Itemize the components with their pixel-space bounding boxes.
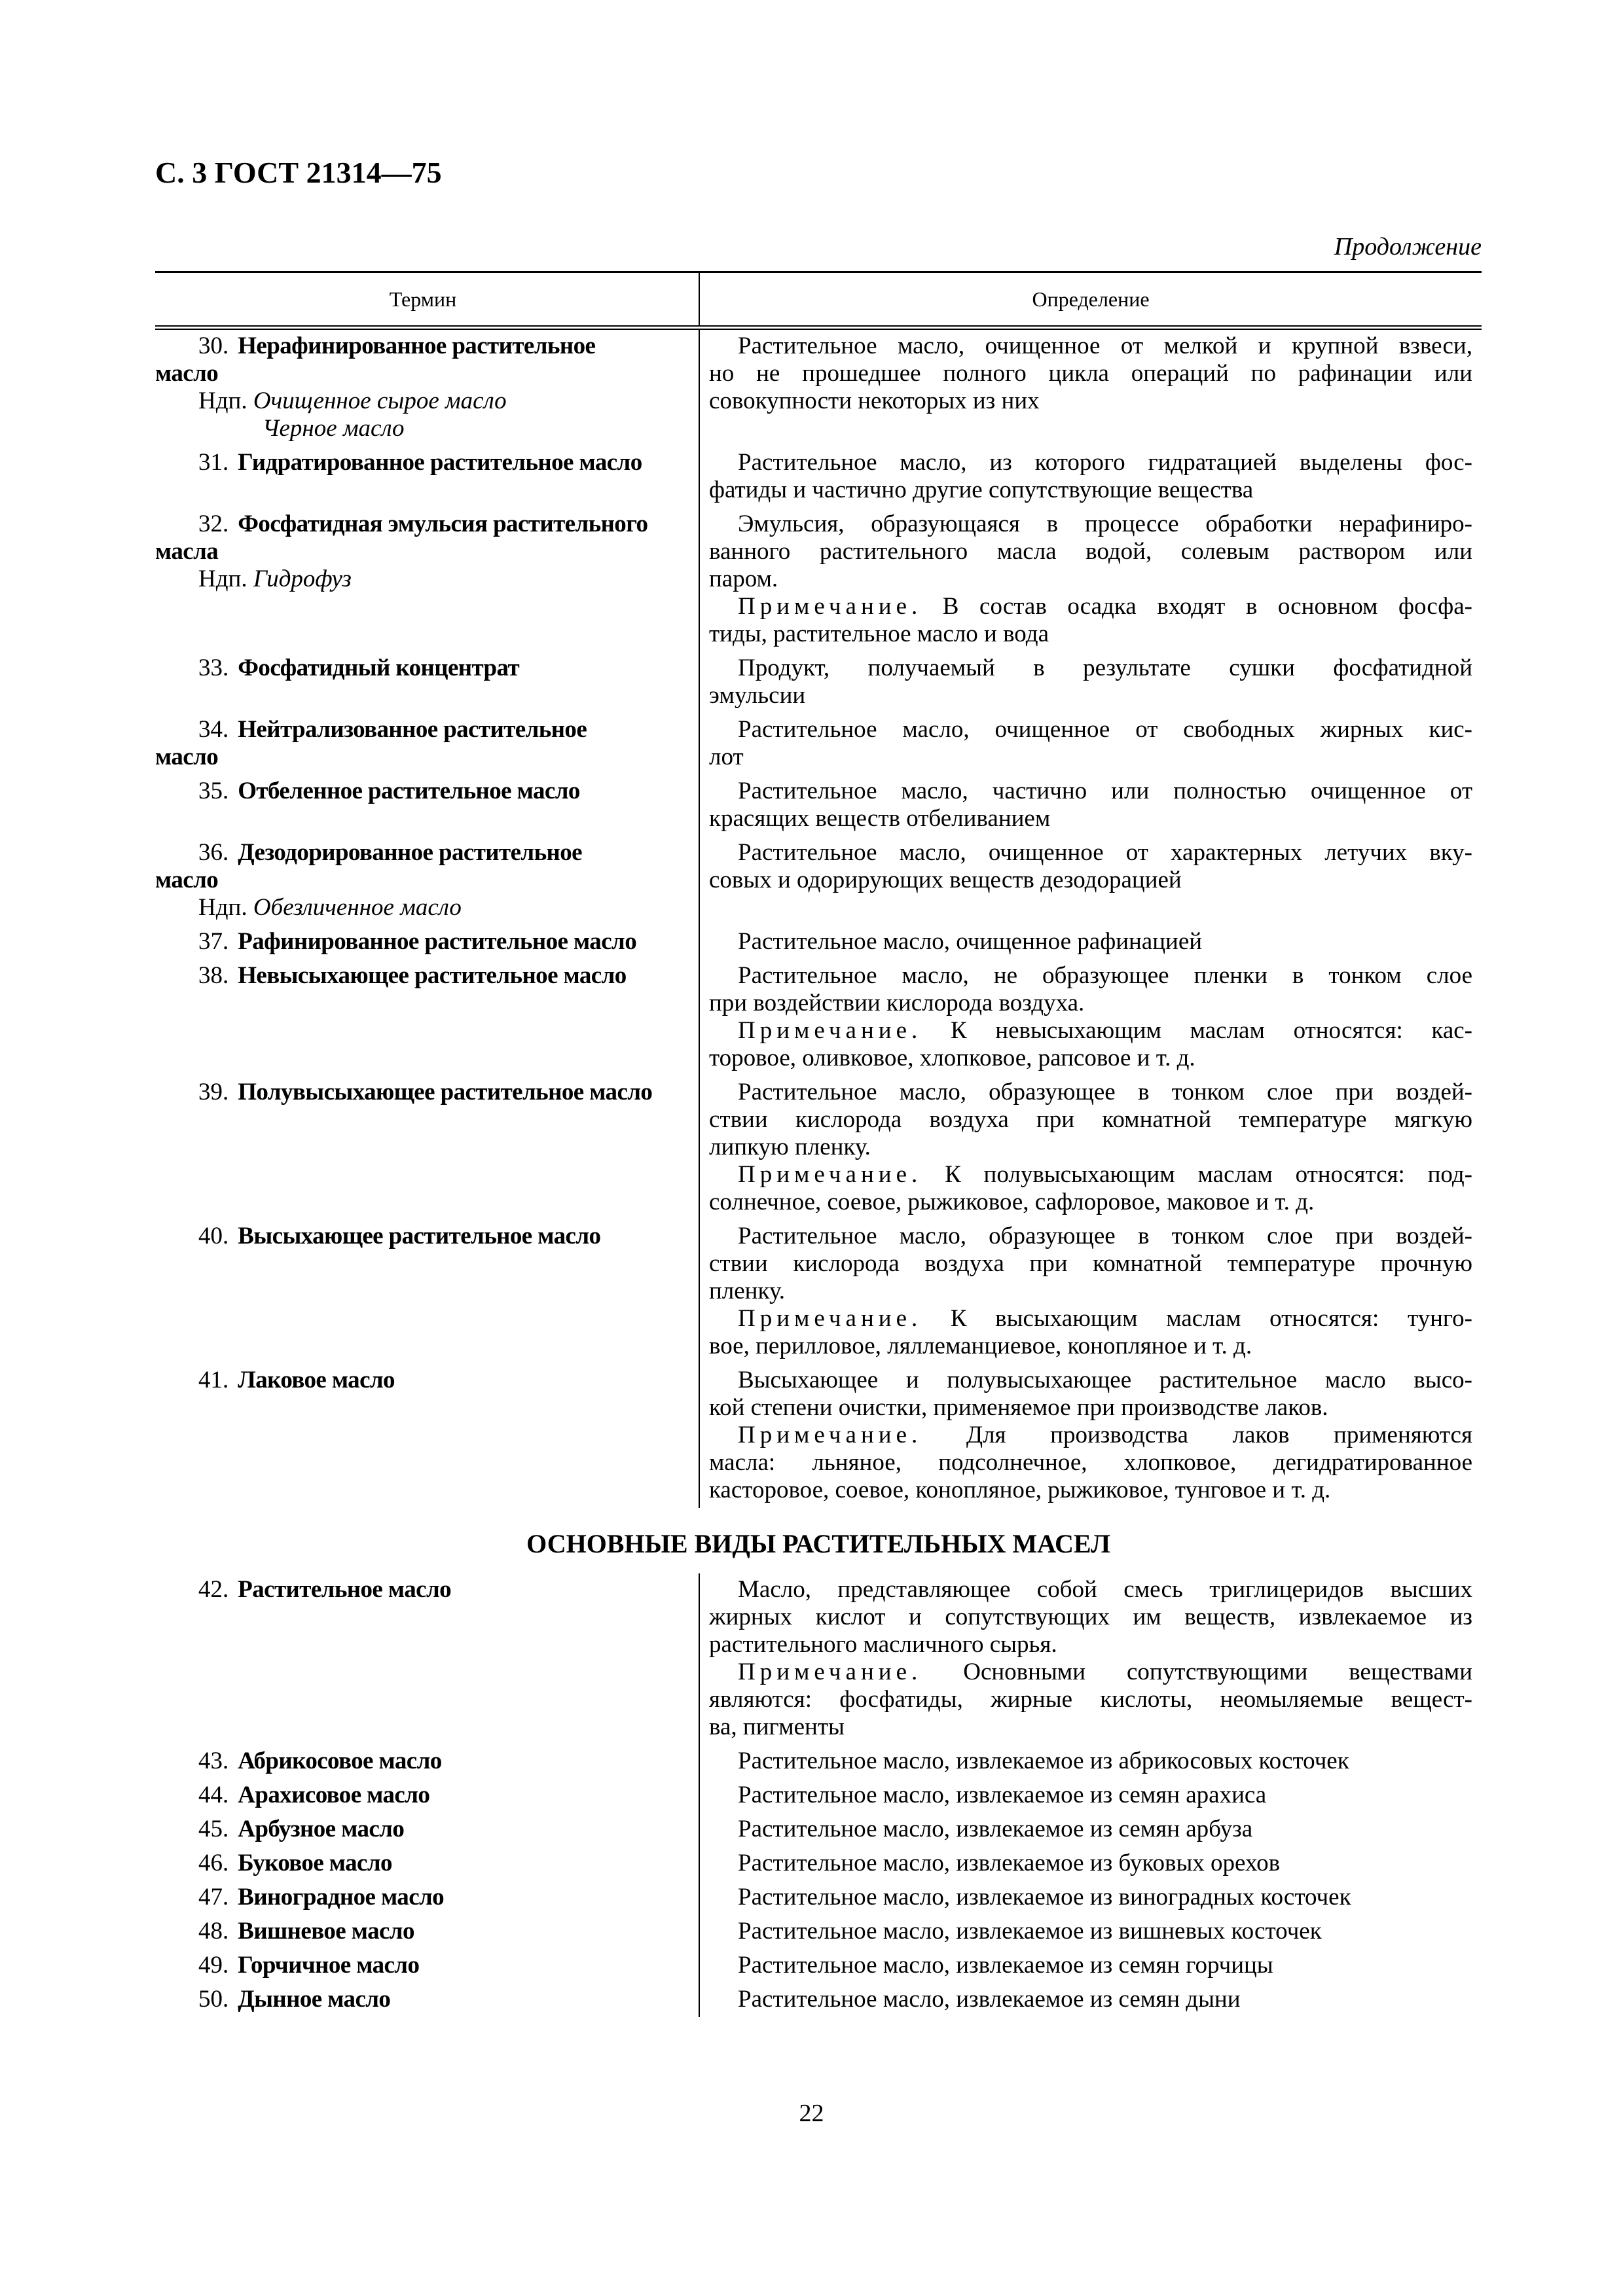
definition-cell <box>699 508 1482 652</box>
definition-line <box>709 1884 1472 1911</box>
term-number: 30. <box>198 332 229 359</box>
table-row <box>155 508 1482 652</box>
definition-paragraph <box>709 1367 1472 1422</box>
term-line <box>155 1782 691 1809</box>
definition-paragraph <box>709 1223 1472 1305</box>
definition-text: ствии кислорода воздуха при комнатной температуре мягкую <box>709 1106 1472 1133</box>
term-number: 33. <box>198 655 229 681</box>
definition-text: Продукт, получаемый в результате сушки фосфатидной <box>738 655 1472 681</box>
definition-line <box>709 1333 1472 1360</box>
definition-line <box>709 476 1472 504</box>
term-text: Высыхающее растительное масло <box>238 1223 601 1249</box>
definition-cell <box>699 1847 1482 1881</box>
term-line <box>155 449 691 476</box>
definition-paragraph <box>709 1850 1472 1877</box>
definition-paragraph <box>709 1576 1472 1659</box>
term-cell <box>155 713 699 775</box>
definition-line <box>709 1079 1472 1106</box>
definition-text: Растительное масло, извлекаемое из буковых орехов <box>738 1850 1281 1876</box>
definition-paragraph <box>709 1884 1472 1911</box>
term-cell <box>155 1915 699 1949</box>
definition-cell <box>699 1573 1482 1745</box>
term-cell <box>155 1364 699 1508</box>
definition-text: Растительное масло, извлекаемое из семян горчицы <box>738 1952 1273 1979</box>
table-row <box>155 1813 1482 1847</box>
definition-line <box>709 511 1472 538</box>
term-cell <box>155 1076 699 1220</box>
definition-text: Растительное масло, не образующее пленки в тонком слое <box>738 962 1472 989</box>
definition-line <box>709 565 1472 593</box>
definition-text: вое, перилловое, ляллеманциевое, конопляное и т. д. <box>709 1333 1252 1359</box>
definition-line <box>709 1250 1472 1278</box>
definition-line <box>709 1782 1472 1809</box>
table-row <box>155 1745 1482 1779</box>
term-number: 36. <box>198 839 229 866</box>
term-cell <box>155 1949 699 1983</box>
definition-line <box>709 620 1472 648</box>
term-cell <box>155 1983 699 2017</box>
definition-text: солнечное, соевое, рыжиковое, сафлоровое, маковое и т. д. <box>709 1189 1315 1215</box>
definition-text: Растительное масло, извлекаемое из виноградных косточек <box>738 1884 1351 1910</box>
term-text: Нерафинированное растительное <box>238 332 596 359</box>
definition-text: Растительное масло, извлекаемое из вишневых косточек <box>738 1918 1322 1945</box>
definition-cell <box>699 1779 1482 1813</box>
definition-text: масла: льняное, подсолнечное, хлопковое, дегидратированное <box>709 1449 1472 1476</box>
definition-line <box>709 387 1472 415</box>
term-text: Фосфатидный концентрат <box>238 655 520 681</box>
term-line <box>155 511 691 538</box>
page-title: С. 3 ГОСТ 21314—75 <box>155 156 442 189</box>
table-row <box>155 925 1482 960</box>
definition-line <box>709 360 1472 387</box>
table-row <box>155 1983 1482 2017</box>
definition-text: Основными сопутствующими веществами <box>963 1659 1472 1685</box>
term-cell <box>155 1573 699 1745</box>
term-line <box>155 839 691 867</box>
term-number: 39. <box>198 1079 229 1105</box>
term-line <box>155 1816 691 1843</box>
definition-line <box>709 1952 1472 1979</box>
deprecated-term <box>155 415 691 442</box>
definition-line <box>709 1189 1472 1216</box>
definition-text: пленку. <box>709 1278 785 1304</box>
note-label: Примечание. <box>738 1017 922 1044</box>
term-number: 42. <box>198 1576 229 1603</box>
term-text: Арахисовое масло <box>238 1782 430 1808</box>
section-heading: ОСНОВНЫЕ ВИДЫ РАСТИТЕЛЬНЫХ МАСЕЛ <box>526 1529 1110 1558</box>
definition-line <box>709 538 1472 565</box>
note-paragraph <box>709 1017 1472 1072</box>
definition-line <box>709 962 1472 990</box>
definition-cell <box>699 1745 1482 1779</box>
term-number: 41. <box>198 1367 229 1393</box>
definition-line <box>709 744 1472 771</box>
term-number: 31. <box>198 449 229 476</box>
term-line <box>155 1223 691 1250</box>
table-row <box>155 1779 1482 1813</box>
table-row <box>155 713 1482 775</box>
ndp-label: Ндп. <box>198 565 247 592</box>
definition-cell <box>699 1949 1482 1983</box>
page-body <box>155 271 1482 2017</box>
definition-line <box>709 593 1472 620</box>
definition-text: К невысыхающим маслам относятся: кас- <box>950 1017 1473 1044</box>
term-text: масло <box>155 360 219 387</box>
definition-paragraph <box>709 511 1472 593</box>
definition-paragraph <box>709 716 1472 771</box>
definition-paragraph <box>709 839 1472 894</box>
ndp-label: Ндп. <box>198 387 247 414</box>
term-line <box>155 1850 691 1877</box>
definition-cell <box>699 775 1482 836</box>
table-row <box>155 652 1482 713</box>
definition-cell <box>699 1983 1482 2017</box>
table-row <box>155 775 1482 836</box>
term-text: Вишневое масло <box>238 1918 414 1945</box>
table-row <box>155 1847 1482 1881</box>
definition-line <box>709 1604 1472 1631</box>
deprecated-term-text: Очищенное сырое масло <box>253 387 507 414</box>
definition-line <box>709 1850 1472 1877</box>
term-cell <box>155 330 699 446</box>
definition-line <box>709 839 1472 867</box>
definition-line <box>709 1161 1472 1189</box>
definition-line <box>709 1748 1472 1775</box>
definition-cell <box>699 330 1482 446</box>
term-text: Абрикосовое масло <box>238 1748 442 1774</box>
term-line <box>155 962 691 990</box>
definition-paragraph <box>709 1918 1472 1945</box>
definition-line <box>709 716 1472 744</box>
definition-line <box>709 1223 1472 1250</box>
term-cell <box>155 775 699 836</box>
definition-line <box>709 1918 1472 1945</box>
definition-cell <box>699 960 1482 1076</box>
definition-text: но не прошедшее полного цикла операций по рафинации или <box>709 360 1472 387</box>
column-header-term: Термин <box>389 287 457 311</box>
term-line <box>155 538 691 565</box>
note-label: Примечание. <box>738 1422 922 1448</box>
terms-table <box>155 271 1482 1508</box>
definition-line <box>709 805 1472 833</box>
term-line <box>155 867 691 894</box>
definition-line <box>709 682 1472 709</box>
definition-cell <box>699 1364 1482 1508</box>
definition-paragraph <box>709 1748 1472 1775</box>
term-cell <box>155 446 699 508</box>
term-line <box>155 744 691 771</box>
definition-text: эмульсии <box>709 682 806 709</box>
term-text: Буковое масло <box>238 1850 392 1876</box>
definition-paragraph <box>709 1782 1472 1809</box>
definition-text: ва, пигменты <box>709 1713 845 1740</box>
definition-text: паром. <box>709 565 778 592</box>
term-cell <box>155 1220 699 1364</box>
definition-text: Растительное масло, из которого гидратацией выделены фос- <box>738 449 1472 476</box>
definition-text: красящих веществ отбеливанием <box>709 805 1051 832</box>
term-cell <box>155 652 699 713</box>
definition-text: В состав осадка входят в основном фосфа- <box>942 593 1472 620</box>
definition-line <box>709 1045 1472 1072</box>
table-row <box>155 1364 1482 1508</box>
term-line <box>155 1748 691 1775</box>
definition-line <box>709 1367 1472 1394</box>
term-number: 48. <box>198 1918 229 1945</box>
term-cell <box>155 1745 699 1779</box>
definition-text: Растительное масло, очищенное от мелкой и крупной взвеси, <box>738 332 1472 359</box>
term-text: масло <box>155 744 219 770</box>
definition-line <box>709 1422 1472 1449</box>
term-text: Лаковое масло <box>238 1367 395 1393</box>
definition-line <box>709 1713 1472 1741</box>
definition-line <box>709 1305 1472 1333</box>
definition-text: ванного растительного масла водой, солевым раствором или <box>709 538 1472 565</box>
term-line <box>155 1884 691 1911</box>
term-text: Горчичное масло <box>238 1952 420 1979</box>
table-row <box>155 330 1482 446</box>
definition-text: Масло, представляющее собой смесь триглицеридов высших <box>738 1576 1472 1603</box>
table-row <box>155 446 1482 508</box>
definition-text: торовое, оливковое, хлопковое, рапсовое и т. д. <box>709 1045 1195 1071</box>
term-number: 37. <box>198 928 229 955</box>
term-cell <box>155 1881 699 1915</box>
definition-text: Растительное масло, очищенное рафинацией <box>738 928 1203 955</box>
definition-text: ствии кислорода воздуха при комнатной температуре прочную <box>709 1250 1472 1277</box>
definition-text: являются: фосфатиды, жирные кислоты, неомыляемые вещест- <box>709 1686 1472 1713</box>
note-label: Примечание. <box>738 1161 922 1188</box>
page-number: 22 <box>799 2100 824 2127</box>
definition-line <box>709 1278 1472 1305</box>
definition-line <box>709 1394 1472 1422</box>
continued-label: Продолжение <box>1334 233 1482 260</box>
note-paragraph <box>709 1422 1472 1504</box>
deprecated-term-text: Черное масло <box>263 415 405 442</box>
definition-line <box>709 1106 1472 1134</box>
term-cell <box>155 1813 699 1847</box>
definition-text: К высыхающим маслам относятся: тунго- <box>950 1305 1472 1332</box>
definition-line <box>709 1449 1472 1477</box>
term-line <box>155 332 691 360</box>
definition-text: кой степени очистки, применяемое при производстве лаков. <box>709 1394 1328 1421</box>
definition-line <box>709 1986 1472 2013</box>
definition-line <box>709 449 1472 476</box>
definition-text: Растительное масло, извлекаемое из семян арбуза <box>738 1816 1253 1842</box>
definition-text: Растительное масло, очищенное от свободных жирных кис- <box>738 716 1472 743</box>
definition-text: при воздействии кислорода воздуха. <box>709 990 1085 1016</box>
table-row <box>155 1076 1482 1220</box>
term-text: Фосфатидная эмульсия растительного <box>238 511 648 537</box>
term-line <box>155 1918 691 1945</box>
term-cell <box>155 836 699 925</box>
term-number: 43. <box>198 1748 229 1774</box>
term-text: Дынное масло <box>238 1986 391 2013</box>
definition-text: Растительное масло, извлекаемое из семян дыни <box>738 1986 1241 2013</box>
term-line <box>155 716 691 744</box>
table-row <box>155 836 1482 925</box>
definition-line <box>709 1017 1472 1045</box>
definition-paragraph <box>709 928 1472 956</box>
term-number: 49. <box>198 1952 229 1979</box>
definition-cell <box>699 1076 1482 1220</box>
definition-cell <box>699 1881 1482 1915</box>
term-text: масло <box>155 867 219 893</box>
note-paragraph <box>709 1659 1472 1741</box>
table-row <box>155 1915 1482 1949</box>
definition-cell <box>699 652 1482 713</box>
definition-text: жирных кислот и сопутствующих им веществ, извлекаемое из <box>709 1604 1472 1630</box>
ndp-label: Ндп. <box>198 894 247 921</box>
note-paragraph <box>709 1161 1472 1216</box>
deprecated-term <box>155 565 691 593</box>
definition-line <box>709 332 1472 360</box>
term-text: Рафинированное растительное масло <box>238 928 637 955</box>
definition-text: Растительное масло, частично или полностью очищенное от <box>738 778 1472 804</box>
term-text: Растительное масло <box>238 1576 452 1603</box>
term-line <box>155 1079 691 1106</box>
term-line <box>155 655 691 682</box>
definition-paragraph <box>709 1986 1472 2013</box>
term-number: 34. <box>198 716 229 743</box>
table-row <box>155 1573 1482 1745</box>
definition-line <box>709 1816 1472 1843</box>
definition-line <box>709 928 1472 956</box>
term-text: Арбузное масло <box>238 1816 405 1842</box>
definition-line <box>709 1659 1472 1686</box>
definition-text: Растительное масло, очищенное от характерных летучих вку- <box>738 839 1472 866</box>
term-text: Виноградное масло <box>238 1884 445 1910</box>
term-number: 44. <box>198 1782 229 1808</box>
term-text: Гидратированное растительное масло <box>238 449 642 476</box>
definition-paragraph <box>709 332 1472 415</box>
definition-cell <box>699 836 1482 925</box>
definition-cell <box>699 925 1482 960</box>
term-cell <box>155 1847 699 1881</box>
deprecated-term-text: Обезличенное масло <box>253 894 462 921</box>
definition-text: Растительное масло, образующее в тонком слое при воздей- <box>738 1223 1472 1249</box>
table-row <box>155 960 1482 1076</box>
definition-paragraph <box>709 962 1472 1017</box>
definition-text: Растительное масло, извлекаемое из семян арахиса <box>738 1782 1267 1808</box>
definition-line <box>709 1477 1472 1504</box>
definition-text: совых и одорирующих веществ дезодорацией <box>709 867 1182 893</box>
definition-line <box>709 778 1472 805</box>
definition-line <box>709 990 1472 1017</box>
definition-cell <box>699 1220 1482 1364</box>
deprecated-term <box>155 894 691 922</box>
definition-text: Эмульсия, образующаяся в процессе обработки нерафиниро- <box>738 511 1472 537</box>
term-text: масла <box>155 538 219 565</box>
term-line <box>155 1986 691 2013</box>
definition-cell <box>699 446 1482 508</box>
definition-line <box>709 1631 1472 1659</box>
definition-cell <box>699 1915 1482 1949</box>
term-text: Отбеленное растительное масло <box>238 778 580 804</box>
definition-text: совокупности некоторых из них <box>709 387 1040 414</box>
term-number: 45. <box>198 1816 229 1842</box>
deprecated-term-text: Гидрофуз <box>253 565 352 592</box>
definition-line <box>709 1686 1472 1713</box>
table-header <box>155 273 1482 330</box>
table-row <box>155 1220 1482 1364</box>
term-number: 35. <box>198 778 229 804</box>
term-text: Нейтрализованное растительное <box>238 716 587 743</box>
definition-cell <box>699 713 1482 775</box>
term-cell <box>155 925 699 960</box>
definition-paragraph <box>709 1952 1472 1979</box>
term-number: 38. <box>198 962 229 989</box>
note-label: Примечание. <box>738 593 922 620</box>
note-label: Примечание. <box>738 1305 922 1332</box>
deprecated-term <box>155 387 691 415</box>
term-line <box>155 1367 691 1394</box>
term-number: 47. <box>198 1884 229 1910</box>
definition-line <box>709 1134 1472 1161</box>
term-text: Дезодорированное растительное <box>238 839 582 866</box>
definition-text: Растительное масло, извлекаемое из абрикосовых косточек <box>738 1748 1349 1774</box>
definition-text: касторовое, соевое, конопляное, рыжиковое, тунговое и т. д. <box>709 1477 1331 1503</box>
note-paragraph <box>709 1305 1472 1360</box>
definition-paragraph <box>709 449 1472 504</box>
definition-text: липкую пленку. <box>709 1134 871 1160</box>
term-line <box>155 928 691 956</box>
definition-cell <box>699 1813 1482 1847</box>
definition-line <box>709 655 1472 682</box>
term-number: 50. <box>198 1986 229 2013</box>
definition-text: К полувысыхающим маслам относятся: под- <box>945 1161 1472 1188</box>
definition-text: Высыхающее и полувысыхающее растительное масло высо- <box>738 1367 1472 1393</box>
oil-types-table <box>155 1573 1482 2017</box>
definition-line <box>709 1576 1472 1604</box>
term-line <box>155 1952 691 1979</box>
definition-line <box>709 867 1472 894</box>
definition-text: Растительное масло, образующее в тонком слое при воздей- <box>738 1079 1472 1105</box>
table-row <box>155 1949 1482 1983</box>
column-header-definition: Определение <box>699 273 1482 325</box>
term-text: Полувысыхающее растительное масло <box>238 1079 653 1105</box>
definition-text: растительного масличного сырья. <box>709 1631 1057 1658</box>
definition-text: Для производства лаков применяются <box>966 1422 1473 1448</box>
term-line <box>155 1576 691 1604</box>
term-number: 46. <box>198 1850 229 1876</box>
definition-text: тиды, растительное масло и вода <box>709 620 1049 647</box>
definition-text: лот <box>709 744 744 770</box>
definition-paragraph <box>709 655 1472 709</box>
definition-text: фатиды и частично другие сопутствующие вещества <box>709 476 1254 503</box>
definition-paragraph <box>709 1816 1472 1843</box>
definition-paragraph <box>709 1079 1472 1161</box>
definition-paragraph <box>709 778 1472 833</box>
note-paragraph <box>709 593 1472 648</box>
term-text: Невысыхающее растительное масло <box>238 962 627 989</box>
term-number: 32. <box>198 511 229 537</box>
term-number: 40. <box>198 1223 229 1249</box>
term-cell <box>155 1779 699 1813</box>
note-label: Примечание. <box>738 1659 922 1685</box>
term-line <box>155 360 691 387</box>
term-cell <box>155 960 699 1076</box>
term-line <box>155 778 691 805</box>
table-row <box>155 1881 1482 1915</box>
term-cell <box>155 508 699 652</box>
